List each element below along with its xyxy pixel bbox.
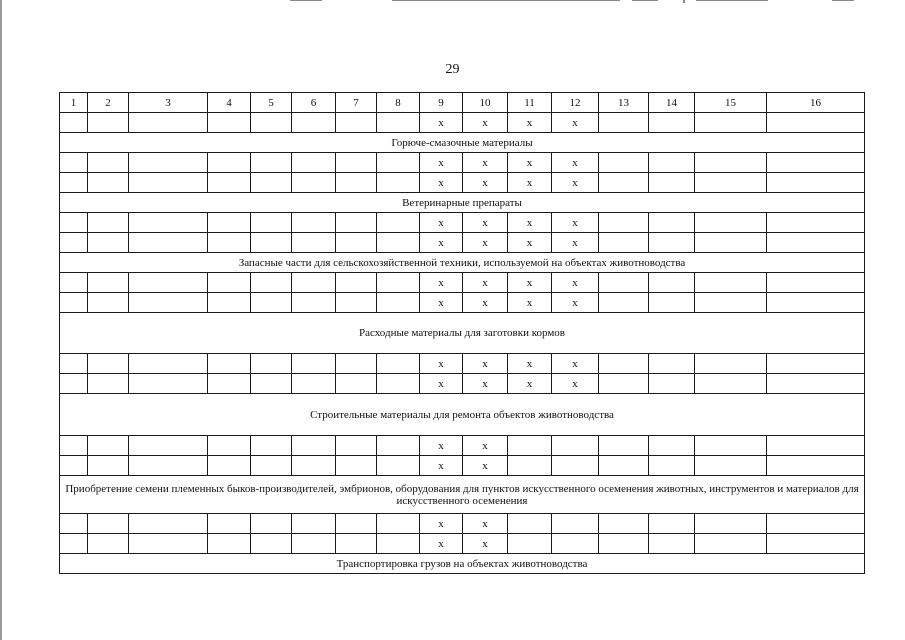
table-cell (649, 153, 695, 173)
table-row (60, 153, 865, 173)
table-cell (377, 514, 420, 534)
table-cell (60, 153, 88, 173)
table-cell (649, 293, 695, 313)
table-row (60, 293, 865, 313)
cell-mark: x (420, 514, 463, 534)
table-cell (336, 293, 377, 313)
table-cell (129, 233, 208, 253)
column-header: 1 (60, 93, 88, 113)
data-table (59, 92, 865, 574)
cell-mark: x (552, 233, 599, 253)
table-cell (649, 273, 695, 293)
table-cell (767, 113, 865, 133)
scan-top-marks (0, 0, 905, 4)
table-cell (767, 354, 865, 374)
table-cell (695, 374, 767, 394)
table-cell (552, 456, 599, 476)
table-cell (508, 436, 552, 456)
table-cell (60, 173, 88, 193)
table-cell (599, 374, 649, 394)
table-cell (251, 293, 292, 313)
table-cell (88, 273, 129, 293)
cell-mark: x (463, 233, 508, 253)
column-header: 3 (129, 93, 208, 113)
table-cell (599, 113, 649, 133)
table-row (60, 514, 865, 534)
section-title: Приобретение семени племенных быков-производителей, эмбрионов, оборудования для пунктов искусственного осеменения животных, инструментов и материалов для искусственного осеменения (60, 476, 865, 514)
cell-mark: x (552, 374, 599, 394)
section-title: Строительные материалы для ремонта объектов животноводства (60, 394, 865, 436)
table-cell (767, 213, 865, 233)
table-cell (599, 534, 649, 554)
section-title: Расходные материалы для заготовки кормов (60, 313, 865, 354)
table-cell (377, 354, 420, 374)
scan-edge (0, 0, 2, 640)
section-title: Горюче-смазочные материалы (60, 133, 865, 153)
section-title: Транспортировка грузов на объектах животноводства (60, 554, 865, 574)
table-cell (336, 273, 377, 293)
table-cell (599, 153, 649, 173)
table-cell (649, 173, 695, 193)
table-cell (695, 153, 767, 173)
table-cell (88, 514, 129, 534)
table-cell (251, 436, 292, 456)
column-header: 15 (695, 93, 767, 113)
table-cell (649, 534, 695, 554)
table-row (60, 273, 865, 293)
cell-mark: x (552, 354, 599, 374)
cell-mark: x (508, 293, 552, 313)
table-cell (292, 293, 336, 313)
cell-mark: x (420, 233, 463, 253)
table-cell (336, 173, 377, 193)
table-cell (251, 173, 292, 193)
table-cell (599, 233, 649, 253)
table-cell (767, 293, 865, 313)
table-cell (695, 436, 767, 456)
table-cell (695, 273, 767, 293)
table-cell (129, 374, 208, 394)
table-cell (88, 374, 129, 394)
table-cell (208, 293, 251, 313)
table-cell (767, 273, 865, 293)
table-cell (377, 293, 420, 313)
table-cell (377, 173, 420, 193)
cell-mark: x (552, 153, 599, 173)
section-row (60, 193, 865, 213)
cell-mark: x (552, 273, 599, 293)
table-cell (88, 173, 129, 193)
column-header: 6 (292, 93, 336, 113)
cell-mark: x (420, 534, 463, 554)
table-cell (552, 514, 599, 534)
table-cell (208, 213, 251, 233)
cell-mark: x (463, 213, 508, 233)
table-cell (60, 374, 88, 394)
cell-mark: x (552, 293, 599, 313)
table-cell (695, 233, 767, 253)
table-cell (129, 456, 208, 476)
cell-mark: x (508, 374, 552, 394)
cell-mark: x (552, 213, 599, 233)
cell-mark: x (552, 173, 599, 193)
table-cell (599, 436, 649, 456)
table-cell (60, 354, 88, 374)
table-cell (292, 514, 336, 534)
table-cell (129, 173, 208, 193)
table-cell (292, 233, 336, 253)
table-cell (88, 534, 129, 554)
table-cell (695, 514, 767, 534)
table-row (60, 534, 865, 554)
cell-mark: x (463, 354, 508, 374)
section-row (60, 476, 865, 514)
table-cell (251, 354, 292, 374)
table-cell (377, 213, 420, 233)
table-row (60, 233, 865, 253)
cell-mark: x (463, 173, 508, 193)
table-cell (336, 233, 377, 253)
table-cell (60, 273, 88, 293)
cell-mark: x (508, 113, 552, 133)
table-cell (336, 374, 377, 394)
column-header: 10 (463, 93, 508, 113)
table-cell (88, 436, 129, 456)
table-cell (208, 153, 251, 173)
table-cell (649, 213, 695, 233)
table-cell (695, 534, 767, 554)
table-cell (88, 354, 129, 374)
column-header: 2 (88, 93, 129, 113)
table-cell (208, 233, 251, 253)
table-cell (292, 153, 336, 173)
table-row (60, 456, 865, 476)
cell-mark: x (508, 173, 552, 193)
table-cell (599, 213, 649, 233)
cell-mark: x (463, 293, 508, 313)
table-cell (336, 534, 377, 554)
table-cell (208, 173, 251, 193)
table-cell (251, 233, 292, 253)
table-cell (292, 173, 336, 193)
table-cell (377, 233, 420, 253)
table-cell (599, 514, 649, 534)
cell-mark: x (420, 354, 463, 374)
section-title: Запасные части для сельскохозяйственной техники, используемой на объектах животноводства (60, 253, 865, 273)
table-cell (767, 153, 865, 173)
cell-mark: x (420, 436, 463, 456)
table-cell (251, 456, 292, 476)
table-cell (208, 374, 251, 394)
table-row (60, 354, 865, 374)
table-cell (251, 374, 292, 394)
table-cell (129, 213, 208, 233)
table-cell (208, 354, 251, 374)
column-header: 14 (649, 93, 695, 113)
table-cell (292, 534, 336, 554)
table-cell (649, 436, 695, 456)
table-cell (377, 113, 420, 133)
table-cell (336, 213, 377, 233)
cell-mark: x (420, 273, 463, 293)
table-cell (508, 456, 552, 476)
table-cell (292, 113, 336, 133)
section-title: Ветеринарные препараты (60, 193, 865, 213)
table-cell (129, 113, 208, 133)
table-cell (599, 273, 649, 293)
table-cell (767, 233, 865, 253)
table-cell (336, 456, 377, 476)
table-cell (129, 153, 208, 173)
table-cell (599, 173, 649, 193)
table-cell (292, 436, 336, 456)
table-cell (377, 456, 420, 476)
table-cell (60, 514, 88, 534)
cell-mark: x (420, 293, 463, 313)
table-cell (377, 273, 420, 293)
table-cell (292, 273, 336, 293)
column-header: 8 (377, 93, 420, 113)
column-header: 5 (251, 93, 292, 113)
table-cell (251, 534, 292, 554)
table-cell (129, 354, 208, 374)
table-cell (88, 153, 129, 173)
table-cell (767, 514, 865, 534)
cell-mark: x (420, 213, 463, 233)
section-row (60, 554, 865, 574)
cell-mark: x (508, 213, 552, 233)
table-cell (649, 113, 695, 133)
column-header: 11 (508, 93, 552, 113)
table-cell (251, 153, 292, 173)
table-cell (60, 233, 88, 253)
cell-mark: x (420, 456, 463, 476)
table-cell (129, 273, 208, 293)
column-header: 4 (208, 93, 251, 113)
cell-mark: x (508, 233, 552, 253)
cell-mark: x (420, 374, 463, 394)
table-cell (695, 456, 767, 476)
table-row (60, 213, 865, 233)
table-cell (767, 534, 865, 554)
table-cell (88, 293, 129, 313)
table-cell (292, 456, 336, 476)
table-cell (508, 514, 552, 534)
table-cell (129, 534, 208, 554)
table-cell (377, 374, 420, 394)
table-cell (377, 436, 420, 456)
cell-mark: x (463, 113, 508, 133)
table-cell (208, 436, 251, 456)
table-row (60, 436, 865, 456)
table-cell (552, 534, 599, 554)
table-cell (599, 293, 649, 313)
table-cell (60, 456, 88, 476)
table-cell (695, 173, 767, 193)
table-cell (208, 534, 251, 554)
table-cell (60, 113, 88, 133)
cell-mark: x (463, 436, 508, 456)
table-cell (208, 113, 251, 133)
cell-mark: x (463, 374, 508, 394)
table-cell (695, 293, 767, 313)
page-number: 29 (445, 62, 460, 77)
table-cell (599, 354, 649, 374)
table-row (60, 374, 865, 394)
cell-mark: x (420, 153, 463, 173)
table-cell (251, 273, 292, 293)
cell-mark: x (463, 456, 508, 476)
table-cell (129, 514, 208, 534)
column-header: 13 (599, 93, 649, 113)
table-cell (649, 354, 695, 374)
table-cell (88, 456, 129, 476)
table-cell (377, 534, 420, 554)
column-header: 9 (420, 93, 463, 113)
table-cell (649, 233, 695, 253)
table-cell (695, 354, 767, 374)
cell-mark: x (420, 113, 463, 133)
section-row (60, 133, 865, 153)
column-header: 7 (336, 93, 377, 113)
table-cell (336, 436, 377, 456)
table-cell (292, 213, 336, 233)
table-cell (251, 514, 292, 534)
table-cell (649, 514, 695, 534)
table-cell (767, 173, 865, 193)
table-cell (208, 273, 251, 293)
column-header: 16 (767, 93, 865, 113)
cell-mark: x (463, 153, 508, 173)
cell-mark: x (508, 354, 552, 374)
table-cell (88, 213, 129, 233)
cell-mark: x (508, 273, 552, 293)
section-row (60, 394, 865, 436)
cell-mark: x (552, 113, 599, 133)
table-cell (767, 456, 865, 476)
table-cell (88, 233, 129, 253)
table-cell (508, 534, 552, 554)
table-cell (767, 436, 865, 456)
table-cell (695, 213, 767, 233)
table-cell (60, 213, 88, 233)
table-cell (60, 436, 88, 456)
table-cell (377, 153, 420, 173)
table-cell (649, 374, 695, 394)
table-row (60, 173, 865, 193)
table-cell (599, 456, 649, 476)
table-cell (695, 113, 767, 133)
table-cell (60, 293, 88, 313)
table-cell (292, 374, 336, 394)
cell-mark: x (463, 534, 508, 554)
table-cell (292, 354, 336, 374)
table-cell (208, 456, 251, 476)
table-cell (336, 354, 377, 374)
table-cell (60, 534, 88, 554)
table-row (60, 113, 865, 133)
table-cell (649, 456, 695, 476)
table-cell (336, 113, 377, 133)
cell-mark: x (463, 273, 508, 293)
table-cell (129, 436, 208, 456)
header-row (60, 93, 865, 113)
column-header: 12 (552, 93, 599, 113)
cell-mark: x (420, 173, 463, 193)
section-row (60, 313, 865, 354)
table-cell (552, 436, 599, 456)
table-cell (336, 514, 377, 534)
table-cell (129, 293, 208, 313)
cell-mark: x (508, 153, 552, 173)
table-cell (208, 514, 251, 534)
cell-mark: x (463, 514, 508, 534)
table-cell (767, 374, 865, 394)
table-cell (88, 113, 129, 133)
section-row (60, 253, 865, 273)
table-cell (251, 213, 292, 233)
table-cell (336, 153, 377, 173)
table-cell (251, 113, 292, 133)
